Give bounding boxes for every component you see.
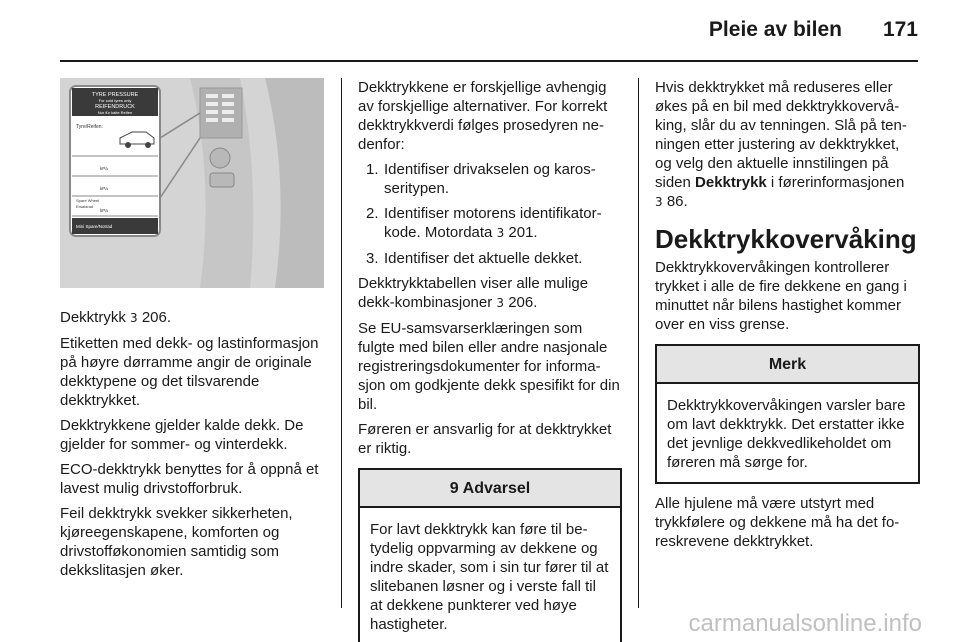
column-3 <box>655 78 920 557</box>
label-unit-2: kPa <box>100 186 108 191</box>
warning-body: For lavt dekktrykk kan føre til betydelig oppvarming av dekkene og indre skader, som i sin tur fører til at slitebanen løsner og i verste fall til at dekkene punkterer ved høye hastigheter. <box>370 521 609 633</box>
warning-header <box>360 470 620 508</box>
paragraph-dekktrykk-ref: Dekktrykk 3 206. <box>60 309 172 326</box>
page-ref-link[interactable]: 206. <box>508 294 538 311</box>
page-ref-link[interactable]: 206. <box>141 309 172 326</box>
paragraph-eu-declaration: Se EU-samsvarserklæringen som fulgte med bilen eller andre nasjonale registreringsdokumenter for informasjon om godkjente dekk spesifikt for din bil. <box>358 320 620 413</box>
column-2 <box>358 78 622 642</box>
page-ref-arrow-icon: 3 <box>130 311 138 325</box>
label-line-2: For cold tyres only <box>98 98 132 103</box>
paragraph-wrong-pressure: Feil dekktrykk svekker sikkerheten, kjøreegenskapene, komforten og drivstofføkonomien samtidig som dekkslitasjen øker. <box>60 505 293 579</box>
warning-box <box>358 468 622 642</box>
paragraph-cold-tyres: Dekktrykkene gjelder kalde dekk. De gjelder for sommer- og vinterdekk. <box>60 417 304 453</box>
label-line-4: Nur für kalte Reifen <box>97 110 133 115</box>
watermark: carmanualsonline.info <box>688 610 922 637</box>
label-line-3: REIFENDRUCK <box>95 104 135 110</box>
label-row-mini-spare: Mini Spare/Notrad <box>76 224 113 229</box>
door-frame-drawing <box>60 78 324 288</box>
list-item: 1. Identifiser drivakselen og karosseritypen. <box>366 161 596 197</box>
paragraph-monitoring: Dekktrykkovervåkingen kontrollerer trykket i alle de fire dekkene en gang i minuttet når bilens hastighet kommer over en viss grense. <box>655 259 907 333</box>
column-divider-1 <box>341 78 342 608</box>
tyre-label-illustration <box>60 78 324 288</box>
list-item: 2. Identifiser motorens identifikatorkode. Motordata 3 201. <box>366 205 602 241</box>
label-row-spare: Spare Wheel <box>76 198 100 203</box>
list-item: 3. Identifiser det aktuelle dekket. <box>366 250 583 267</box>
paragraph-adjust-pressure: Hvis dekktrykket må reduseres eller økes på en bil med dekktrykkovervåking, slår du av tenningen. Slå på tenningen etter justering av dekktrykket, og velg den aktuelle innstilingen på siden Dekktrykk i førerinformasjonen 3 86. <box>655 79 907 210</box>
label-row-ersatz: Ersatzrad <box>76 204 94 209</box>
page-header <box>0 0 960 62</box>
procedure-list <box>358 160 622 268</box>
note-header: Merk <box>657 346 918 384</box>
page-ref-arrow-icon: 3 <box>496 296 505 310</box>
label-unit-3: kPa <box>100 208 108 213</box>
label-row-tyre: Tyre/Reifen: <box>76 124 103 130</box>
menu-term: Dekktrykk <box>695 174 767 191</box>
page-number: 171 <box>882 18 918 41</box>
paragraph-table-ref: Dekktrykktabellen viser alle mulige dekk-kombinasjoner 3 206. <box>358 275 589 311</box>
note-box <box>655 344 920 484</box>
column-1 <box>60 78 324 586</box>
page-ref-arrow-icon: 3 <box>496 226 505 240</box>
section-title: Pleie av bilen <box>708 18 842 41</box>
label-line-1: TYRE PRESSURE <box>91 92 139 98</box>
section-heading: Dekktrykkovervåking <box>655 224 917 254</box>
header-rule <box>60 60 918 62</box>
column-divider-2 <box>638 78 639 608</box>
label-unit-1: kPa <box>100 166 108 171</box>
page-ref-arrow-icon: 3 <box>655 195 663 209</box>
paragraph-sensors: Alle hjulene må være utstyrt med trykkfølere og dekkene må ha det foreskrevene dekktrykket. <box>655 495 900 550</box>
paragraph-eco: ECO-dekktrykk benyttes for å oppnå et lavest mulig drivstofforbruk. <box>60 461 319 497</box>
warning-title: Advarsel <box>462 479 531 497</box>
paragraph-pressure-alternatives: Dekktrykkene er forskjellige avhengig av forskjellige alternativer. For korrekt dekktrykkverdi følges prosedyren nedenfor: <box>358 79 608 153</box>
page-ref-link[interactable]: 86. <box>666 193 688 210</box>
page-ref-link[interactable]: 201. <box>508 224 538 241</box>
paragraph-driver-responsible: Føreren er ansvarlig for at dekktrykket er riktig. <box>358 421 612 457</box>
paragraph-label-info: Etiketten med dekk- og lastinformasjon på høyre dørramme angir de originale dekktypene og det tilsvarende dekktrykket. <box>60 335 319 409</box>
note-body: Dekktrykkovervåkingen varsler bare om lavt dekktrykk. Det erstatter ikke det jevnlige dekkvedlikeholdet om føreren må sørge for. <box>667 397 906 471</box>
warning-triangle-icon: 9 <box>449 479 459 497</box>
